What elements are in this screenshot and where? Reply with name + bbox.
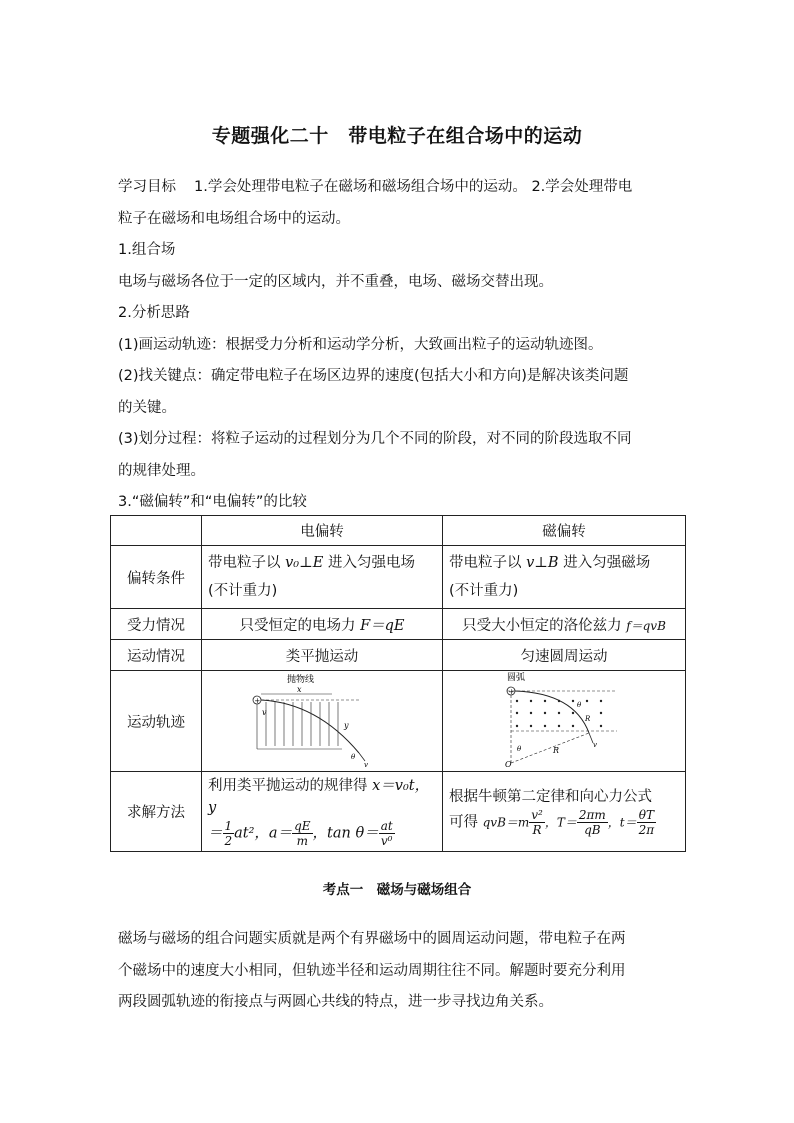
math-fragment: F＝qE: [360, 617, 405, 634]
header-electric: 电偏转: [202, 516, 443, 546]
math-fragment: ＝: [208, 825, 223, 842]
svg-text:v: v: [593, 741, 597, 749]
text-fragment: 利用类平抛运动的规律得: [208, 778, 373, 794]
table-header-row: [111, 516, 686, 546]
magnetic-condition: [443, 546, 686, 609]
table-row: [111, 640, 686, 671]
page-title: 专题强化二十 带电粒子在组合场中的运动: [211, 125, 583, 147]
section-3-heading: 3.“磁偏转”和“电偏转”的比较: [118, 494, 307, 510]
parabola-label: 抛物线: [287, 675, 315, 685]
header-empty-cell: [111, 516, 202, 546]
electric-motion: 类平抛运动: [202, 640, 443, 671]
table-row: [111, 546, 686, 609]
analysis-step-2a: (2)找关键点：确定带电粒子在场区边界的速度(包括大小和方向)是解决该类问题: [118, 368, 629, 384]
electric-condition: [202, 546, 443, 609]
math-fragment: ，t＝: [607, 815, 637, 830]
fraction: $\frac{1}{2}$: [224, 819, 233, 848]
analysis-step-3a: (3)划分过程：将粒子运动的过程划分为几个不同的阶段，对不同的阶段选取不同: [118, 431, 632, 447]
parabola-diagram: [247, 671, 397, 767]
table-row: [111, 772, 686, 852]
math-fragment: x＝v₀t，y: [208, 778, 430, 816]
magnetic-force: [443, 609, 686, 640]
table-row: [111, 671, 686, 772]
fraction: $\frac{\text{v²}}{R}$: [531, 808, 543, 837]
svg-text:θ: θ: [351, 753, 356, 761]
svg-text:R: R: [585, 715, 591, 723]
math-fragment: v₀⊥E: [285, 555, 324, 571]
svg-text:x: x: [297, 685, 302, 694]
paragraph-line: 磁场与磁场的组合问题实质就是两个有界磁场中的圆周运动问题，带电粒子在两: [118, 931, 626, 947]
magnetic-method: [443, 772, 686, 852]
electric-force: [202, 609, 443, 640]
paragraph-line: 个磁场中的速度大小相同，但轨迹半径和运动周期往往不同。解题时要充分利用: [118, 962, 626, 979]
paragraph-line: 两段圆弧轨迹的衔接点与两圆心共线的特点，进一步寻找边角关系。: [118, 994, 553, 1010]
section-1-text: 电场与磁场各位于一定的区域内，并不重叠，电场、磁场交替出现。: [118, 273, 553, 290]
section-heading: 考点一 磁场与磁场组合: [322, 882, 472, 898]
goals-heading: 学习目标: [118, 179, 176, 195]
magnetic-motion: 匀速圆周运动: [443, 640, 686, 671]
arc-label: 圆弧: [507, 673, 526, 683]
svg-text:v: v: [262, 708, 267, 717]
math-fragment: at²，a＝: [234, 825, 293, 842]
svg-text:y: y: [344, 721, 349, 730]
fraction: $\frac{2\pi m}{qB}$: [578, 808, 606, 837]
text-fragment: 带电粒子以: [208, 555, 286, 571]
goals-text-2: 粒子在磁场和电场组合场中的运动。: [118, 210, 350, 227]
electric-track-figure: [202, 671, 443, 772]
row-label-motion: 运动情况: [111, 640, 202, 671]
analysis-step-2b: 的关键。: [118, 399, 176, 416]
svg-text:θ: θ: [577, 701, 582, 709]
goals-text-1: 1.学会处理带电粒子在磁场和磁场组合场中的运动。 2.学会处理带电: [194, 179, 633, 195]
math-fragment: qvB＝m: [482, 815, 530, 830]
text-fragment: 只受大小恒定的洛伦兹力: [462, 617, 627, 634]
electric-method: [202, 772, 443, 852]
row-label-force: 受力情况: [111, 609, 202, 640]
svg-text:+: +: [508, 688, 515, 696]
table-row: [111, 609, 686, 640]
svg-text:v: v: [364, 761, 368, 767]
math-fragment: f＝qvB: [626, 618, 666, 633]
fraction: $\frac{at}{\text{v⁰}}$: [380, 819, 393, 848]
text-fragment: (不计重力): [449, 583, 519, 599]
row-label-track: 运动轨迹: [111, 671, 202, 772]
row-label-method: 求解方法: [111, 772, 202, 852]
text-fragment: 根据牛顿第二定律和向心力公式: [449, 789, 652, 805]
text-fragment: (不计重力): [208, 583, 278, 599]
text-fragment: 只受恒定的电场力: [239, 617, 361, 634]
arc-diagram: [489, 671, 639, 767]
magnetic-track-figure: [443, 671, 686, 772]
text-fragment: 进入匀强磁场: [558, 555, 651, 571]
header-magnetic: 磁偏转: [443, 516, 686, 546]
comparison-table: [110, 515, 686, 852]
math-fragment: v⊥B: [526, 555, 559, 571]
analysis-step-1: (1)画运动轨迹：根据受力分析和运动学分析，大致画出粒子的运动轨迹图。: [118, 336, 603, 353]
row-label-condition: 偏转条件: [111, 546, 202, 609]
math-fragment: ，T＝: [544, 815, 577, 830]
text-fragment: 可得: [449, 814, 483, 831]
text-fragment: 带电粒子以: [449, 555, 527, 571]
analysis-step-3b: 的规律处理。: [118, 462, 205, 479]
svg-text:+: +: [254, 697, 261, 705]
learning-goals: [118, 172, 684, 519]
fraction: $\frac{qE}{m}$: [294, 819, 311, 848]
svg-text:θ: θ: [517, 745, 522, 753]
body-paragraph: [118, 924, 684, 1019]
svg-text:O: O: [505, 760, 512, 767]
fraction: $\frac{\theta T}{2\pi}$: [638, 808, 655, 837]
section-1-heading: 1.组合场: [118, 242, 176, 258]
math-fragment: ，tan θ＝: [312, 825, 379, 842]
text-fragment: 进入匀强电场: [323, 555, 415, 571]
section-2-heading: 2.分析思路: [118, 305, 190, 321]
svg-text:R: R: [553, 746, 560, 755]
